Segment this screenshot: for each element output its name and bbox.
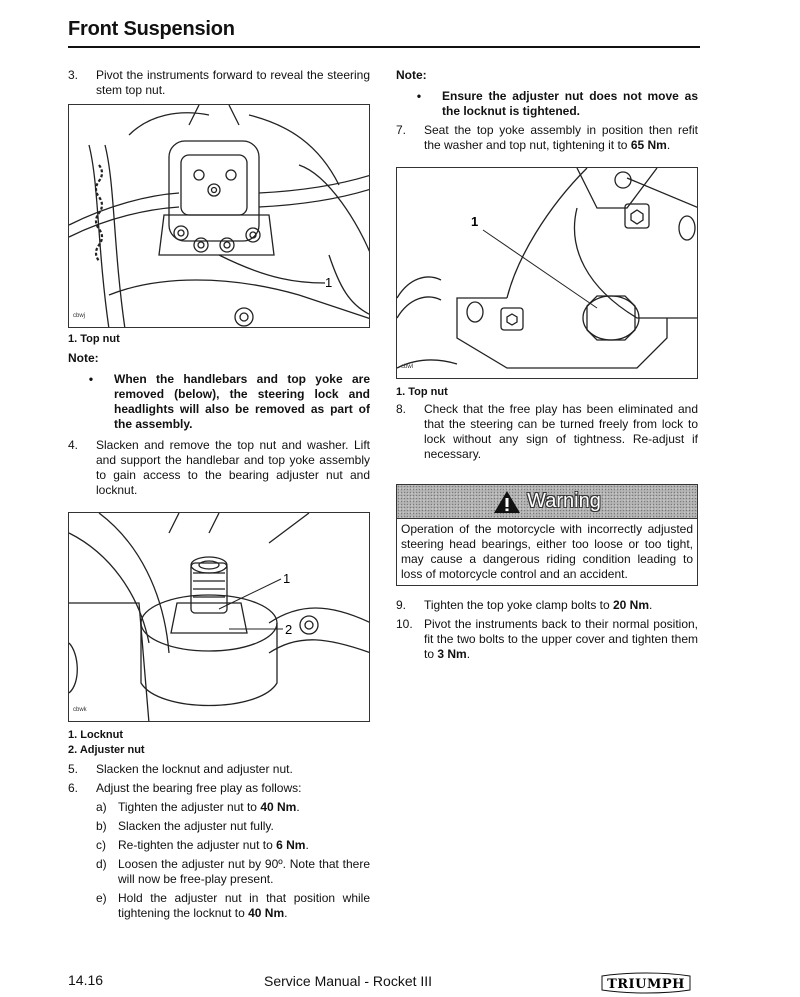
step-8 <box>396 402 698 462</box>
step-number: 9. <box>396 598 407 612</box>
step-number: 10. <box>396 617 413 631</box>
substep-letter: d) <box>96 857 107 871</box>
note-adjuster <box>396 68 698 119</box>
manual-title: Service Manual - Rocket III <box>264 973 433 989</box>
substep-text: Tighten the adjuster nut to <box>118 800 261 814</box>
triumph-logo-mark <box>598 972 694 994</box>
note-handlebars <box>68 351 370 432</box>
step-7: 7. Seat the top yoke assembly in position then refit the washer and top nut, tightening it to 65 Nm. <box>396 123 698 152</box>
substep-letter: c) <box>96 838 106 852</box>
substep-e: e) Hold the adjuster nut in that position while tightening the locknut to 40 Nm. <box>96 891 370 920</box>
step-text: Adjust the bearing free play as follows: <box>96 781 302 795</box>
torque-value: 3 Nm <box>437 647 467 661</box>
step-text: Pivot the instruments back to their normal position, fit the two bolts to the upper cover and tighten them to <box>424 617 698 661</box>
figure-code: cbwk <box>73 707 87 713</box>
note-text: Ensure the adjuster nut does not move as the locknut is tightened. <box>442 89 698 118</box>
figure-caption: 1. Top nut <box>396 386 448 398</box>
top-nut-illustration <box>69 105 370 328</box>
substep-c: c) Re-tighten the adjuster nut to 6 Nm. <box>96 838 309 852</box>
figure-locknut <box>68 512 370 722</box>
figure-top-nut-refit <box>396 167 698 379</box>
step-3 <box>68 68 370 98</box>
left-column <box>68 68 370 921</box>
step-number: 6. <box>68 781 79 795</box>
locknut-illustration <box>69 513 370 722</box>
substep-d <box>96 857 370 887</box>
step-5 <box>68 762 370 777</box>
torque-value: 65 Nm <box>630 138 667 152</box>
logo-text: TRIUMPH <box>607 977 685 992</box>
step-4 <box>68 438 370 498</box>
torque-value: 6 Nm <box>276 838 306 852</box>
substep-text: Slacken the adjuster nut fully. <box>118 819 274 833</box>
step-6 <box>68 781 370 796</box>
triumph-logo <box>598 972 694 997</box>
warning-text: Operation of the motorcycle with incorrectly adjusted steering head bearings, either too loose or too tight, may cause a dangerous riding condition leading to loss of motorcycle control and an accident. <box>401 522 693 581</box>
step-number: 4. <box>68 438 79 452</box>
step-9: 9. Tighten the top yoke clamp bolts to 20 Nm. <box>396 598 653 612</box>
note-title: Note: <box>396 68 427 82</box>
substep-letter: b) <box>96 819 107 833</box>
torque-value: 40 Nm <box>248 906 285 920</box>
note-text: When the handlebars and top yoke are removed (below), the steering lock and headlights will also be removed as part of the assembly. <box>114 372 370 431</box>
figure-code: cbwj <box>73 313 86 319</box>
warning-triangle-icon <box>493 490 521 514</box>
step-number: 5. <box>68 762 79 776</box>
step-text: Tighten the top yoke clamp bolts to <box>424 598 613 612</box>
figure-caption: 2. Adjuster nut <box>68 744 145 756</box>
step-text: Check that the free play has been eliminated and that the steering can be turned freely from lock to lock without any sign of tightness. Re-adjust if necessary. <box>424 402 698 461</box>
torque-value: 40 Nm <box>260 800 297 814</box>
substep-text: Loosen the adjuster nut by 90º. Note that there will now be free-play present. <box>118 857 370 886</box>
figure-top-nut <box>68 104 370 328</box>
callout-1: 1 <box>471 214 479 229</box>
page-title: Front Suspension <box>68 18 700 48</box>
callout-1: 1 <box>325 275 333 290</box>
page-footer <box>68 970 700 992</box>
warning-box <box>396 484 698 586</box>
substep-a: a) Tighten the adjuster nut to 40 Nm. <box>96 800 300 814</box>
warning-header <box>397 485 697 519</box>
step-text: Seat the top yoke assembly in position then refit the washer and top nut, tightening it to <box>424 123 698 152</box>
right-column <box>396 68 698 662</box>
page-number: 14.16 <box>68 972 104 988</box>
page-header <box>68 18 700 48</box>
torque-value: 20 Nm <box>613 598 650 612</box>
warning-title: Warning <box>527 490 601 512</box>
bullet-icon: • <box>88 372 94 386</box>
substep-letter: a) <box>96 800 107 814</box>
step-10: 10. Pivot the instruments back to their normal position, fit the two bolts to the upper cover and tighten them to 3 Nm. <box>396 617 698 661</box>
step-number: 7. <box>396 123 407 137</box>
step-text: Slacken the locknut and adjuster nut. <box>96 762 293 776</box>
note-title: Note: <box>68 351 99 365</box>
figure-caption: 1. Top nut <box>68 333 120 345</box>
substep-text: Re-tighten the adjuster nut to <box>118 838 277 852</box>
substep-text: Hold the adjuster nut in that position while tightening the locknut to <box>118 891 370 920</box>
substep-letter: e) <box>96 891 107 905</box>
step-number: 3. <box>68 68 79 82</box>
figure-caption: 1. Locknut <box>68 729 124 741</box>
figure-code: cbwl <box>401 364 414 370</box>
bullet-icon: • <box>416 89 422 103</box>
step-text: Pivot the instruments forward to reveal the steering stem top nut. <box>96 68 370 97</box>
substep-b <box>96 819 370 834</box>
top-yoke-illustration <box>397 168 698 379</box>
callout-1: 1 <box>283 571 291 586</box>
callout-2: 2 <box>285 622 293 637</box>
step-number: 8. <box>396 402 407 416</box>
step-text: Slacken and remove the top nut and washer. Lift and support the handlebar and top yoke assembly to gain access to the bearing adjuster nut and locknut. <box>96 438 370 497</box>
